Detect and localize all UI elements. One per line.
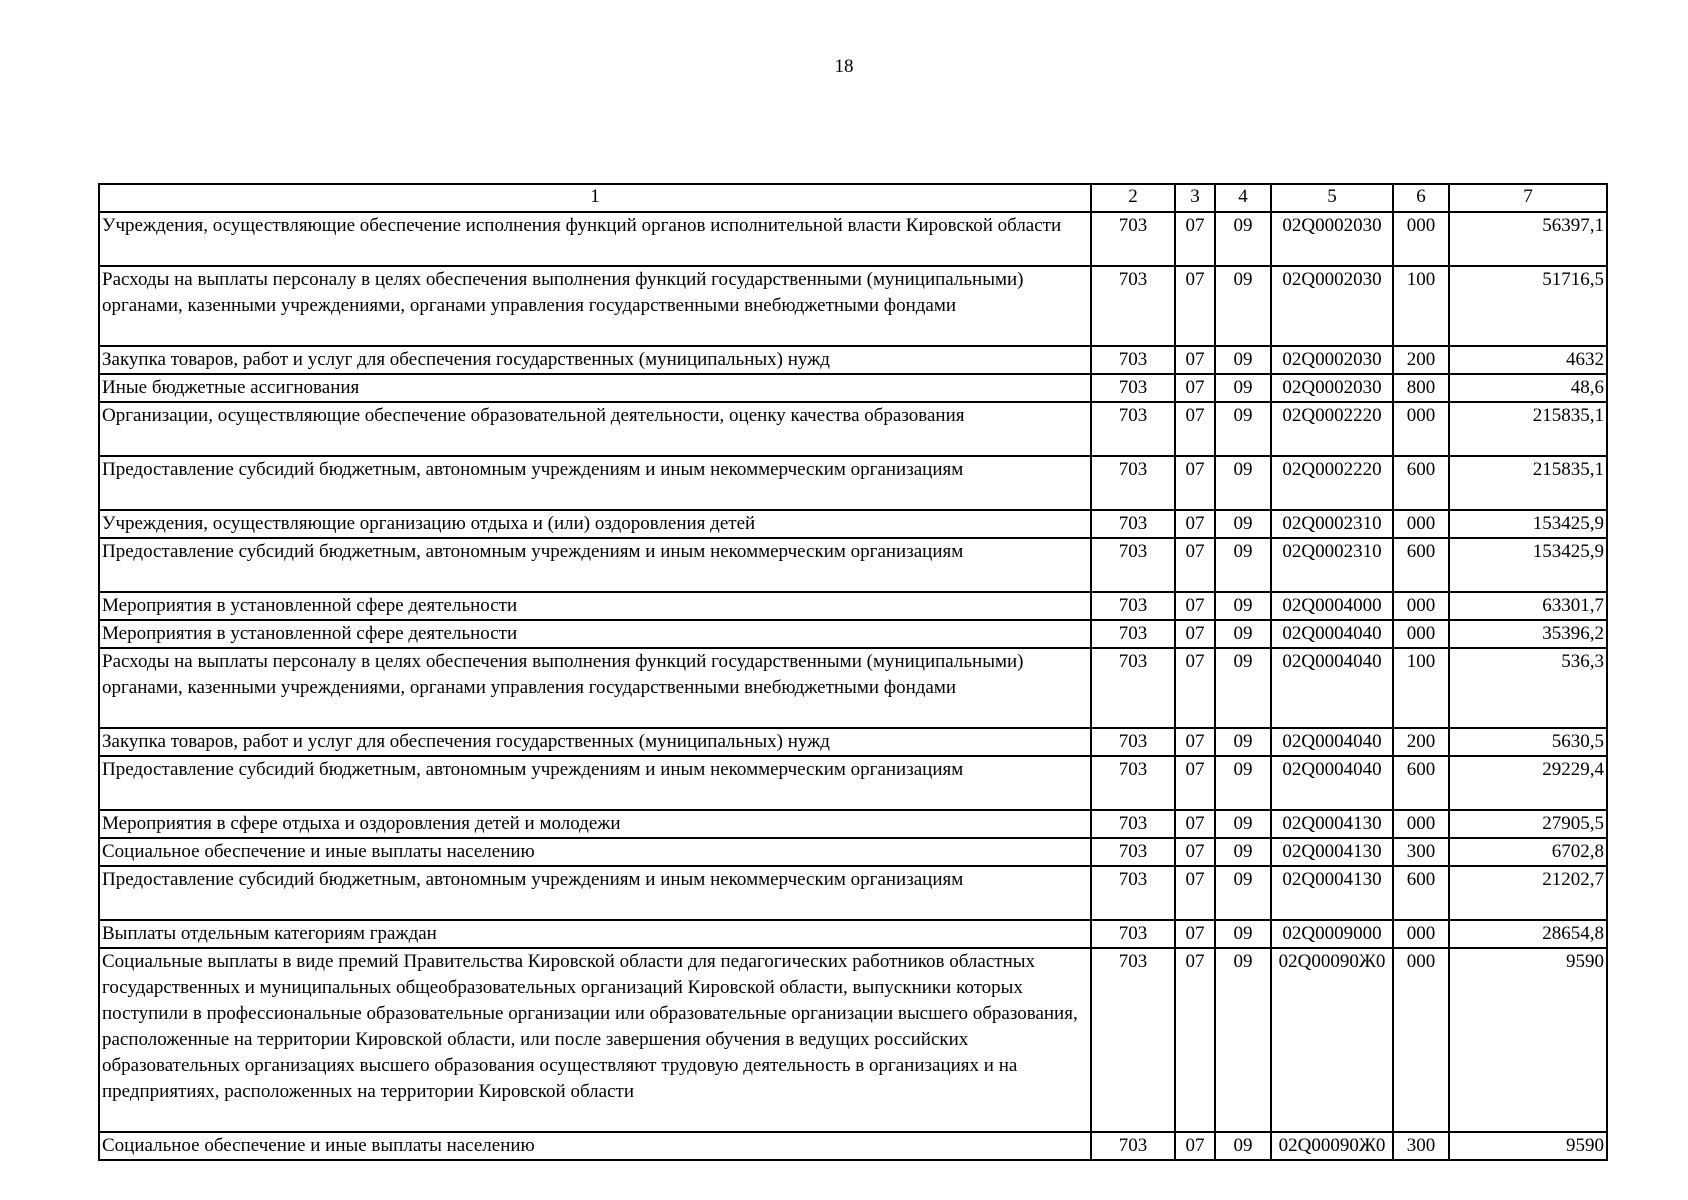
cell-subsection-code: 09: [1215, 838, 1271, 866]
cell-target-item-code: 02Q0002030: [1271, 346, 1393, 374]
cell-subsection-code: 09: [1215, 456, 1271, 510]
cell-amount: 28654,8: [1449, 920, 1607, 948]
cell-subsection-code: 09: [1215, 866, 1271, 920]
cell-subsection-code: 09: [1215, 592, 1271, 620]
cell-section-code: 07: [1175, 728, 1215, 756]
cell-expense-name: Закупка товаров, работ и услуг для обеспечения государственных (муниципальных) нужд: [99, 728, 1091, 756]
table-row: [99, 374, 1607, 402]
cell-expense-name: Предоставление субсидий бюджетным, автономным учреждениям и иным некоммерческим организациям: [99, 456, 1091, 510]
cell-ministry-code: 703: [1091, 920, 1175, 948]
table-row: [99, 592, 1607, 620]
cell-amount: 153425,9: [1449, 538, 1607, 592]
table-row: [99, 266, 1607, 346]
cell-target-item-code: 02Q0004040: [1271, 620, 1393, 648]
cell-ministry-code: 703: [1091, 510, 1175, 538]
cell-ministry-code: 703: [1091, 374, 1175, 402]
cell-section-code: 07: [1175, 538, 1215, 592]
table-row: [99, 920, 1607, 948]
cell-ministry-code: 703: [1091, 948, 1175, 1132]
cell-expense-type-code: 000: [1393, 510, 1449, 538]
cell-target-item-code: 02Q0002220: [1271, 456, 1393, 510]
cell-subsection-code: 09: [1215, 212, 1271, 266]
cell-expense-name: Мероприятия в установленной сфере деятельности: [99, 592, 1091, 620]
cell-expense-type-code: 200: [1393, 728, 1449, 756]
cell-amount: 536,3: [1449, 648, 1607, 728]
cell-section-code: 07: [1175, 920, 1215, 948]
table-row: [99, 1132, 1607, 1160]
cell-ministry-code: 703: [1091, 538, 1175, 592]
table-row: [99, 620, 1607, 648]
cell-target-item-code: 02Q0004000: [1271, 592, 1393, 620]
cell-amount: 21202,7: [1449, 866, 1607, 920]
cell-expense-type-code: 600: [1393, 866, 1449, 920]
cell-amount: 6702,8: [1449, 838, 1607, 866]
cell-subsection-code: 09: [1215, 756, 1271, 810]
cell-target-item-code: 02Q0002220: [1271, 402, 1393, 456]
cell-expense-type-code: 000: [1393, 920, 1449, 948]
cell-amount: 9590: [1449, 1132, 1607, 1160]
cell-target-item-code: 02Q0002030: [1271, 374, 1393, 402]
cell-subsection-code: 09: [1215, 620, 1271, 648]
cell-ministry-code: 703: [1091, 266, 1175, 346]
cell-expense-type-code: 600: [1393, 756, 1449, 810]
cell-expense-name: Предоставление субсидий бюджетным, автономным учреждениям и иным некоммерческим организациям: [99, 756, 1091, 810]
cell-section-code: 07: [1175, 948, 1215, 1132]
cell-ministry-code: 703: [1091, 620, 1175, 648]
cell-section-code: 07: [1175, 648, 1215, 728]
cell-target-item-code: 02Q0004040: [1271, 756, 1393, 810]
cell-ministry-code: 703: [1091, 346, 1175, 374]
cell-target-item-code: 02Q0004130: [1271, 838, 1393, 866]
cell-ministry-code: 703: [1091, 402, 1175, 456]
cell-section-code: 07: [1175, 346, 1215, 374]
cell-ministry-code: 703: [1091, 592, 1175, 620]
cell-expense-name: Мероприятия в установленной сфере деятельности: [99, 620, 1091, 648]
cell-section-code: 07: [1175, 456, 1215, 510]
cell-section-code: 07: [1175, 212, 1215, 266]
header-col-3: 3: [1175, 184, 1215, 212]
cell-expense-type-code: 000: [1393, 948, 1449, 1132]
cell-section-code: 07: [1175, 374, 1215, 402]
cell-subsection-code: 09: [1215, 510, 1271, 538]
cell-target-item-code: 02Q0002030: [1271, 212, 1393, 266]
cell-expense-name: Иные бюджетные ассигнования: [99, 374, 1091, 402]
cell-subsection-code: 09: [1215, 266, 1271, 346]
cell-ministry-code: 703: [1091, 810, 1175, 838]
cell-expense-type-code: 800: [1393, 374, 1449, 402]
cell-subsection-code: 09: [1215, 728, 1271, 756]
cell-target-item-code: 02Q0004130: [1271, 866, 1393, 920]
table-row: [99, 402, 1607, 456]
cell-expense-type-code: 600: [1393, 538, 1449, 592]
cell-amount: 35396,2: [1449, 620, 1607, 648]
cell-amount: 48,6: [1449, 374, 1607, 402]
cell-expense-type-code: 300: [1393, 838, 1449, 866]
table-row: [99, 810, 1607, 838]
header-col-2: 2: [1091, 184, 1175, 212]
cell-section-code: 07: [1175, 510, 1215, 538]
header-row: [99, 184, 1607, 212]
cell-expense-name: Предоставление субсидий бюджетным, автономным учреждениям и иным некоммерческим организациям: [99, 538, 1091, 592]
cell-section-code: 07: [1175, 620, 1215, 648]
budget-table: [98, 183, 1608, 1161]
cell-section-code: 07: [1175, 592, 1215, 620]
cell-expense-type-code: 000: [1393, 810, 1449, 838]
header-col-6: 6: [1393, 184, 1449, 212]
cell-amount: 51716,5: [1449, 266, 1607, 346]
cell-subsection-code: 09: [1215, 402, 1271, 456]
table-row: [99, 538, 1607, 592]
cell-expense-type-code: 000: [1393, 620, 1449, 648]
page-number: 18: [834, 56, 854, 77]
cell-target-item-code: 02Q0004040: [1271, 728, 1393, 756]
cell-amount: 9590: [1449, 948, 1607, 1132]
cell-expense-type-code: 100: [1393, 648, 1449, 728]
cell-subsection-code: 09: [1215, 346, 1271, 374]
cell-expense-name: Социальное обеспечение и иные выплаты населению: [99, 1132, 1091, 1160]
cell-subsection-code: 09: [1215, 810, 1271, 838]
cell-expense-type-code: 200: [1393, 346, 1449, 374]
table-row: [99, 510, 1607, 538]
cell-amount: 63301,7: [1449, 592, 1607, 620]
table-row: [99, 728, 1607, 756]
cell-expense-name: Социальные выплаты в виде премий Правительства Кировской области для педагогических работников областных государственных и муниципальных общеобразовательных организаций Кировской области, выпускники которых поступили в профессиональные образовательные организации или образовательные организации высшего образования, расположенные на территории Кировской области, или после завершения обучения в ведущих российских образовательных организациях высшего образования осуществляют трудовую деятельность в организациях и на предприятиях, расположенных на территории Кировской области: [99, 948, 1091, 1132]
header-col-1: 1: [99, 184, 1091, 212]
cell-expense-name: Расходы на выплаты персоналу в целях обеспечения выполнения функций государственными (муниципальными) органами, казенными учреждениями, органами управления государственными внебюджетными фондами: [99, 266, 1091, 346]
cell-expense-type-code: 300: [1393, 1132, 1449, 1160]
cell-subsection-code: 09: [1215, 648, 1271, 728]
cell-target-item-code: 02Q0002310: [1271, 510, 1393, 538]
cell-target-item-code: 02Q0009000: [1271, 920, 1393, 948]
cell-expense-type-code: 000: [1393, 402, 1449, 456]
cell-ministry-code: 703: [1091, 1132, 1175, 1160]
cell-amount: 29229,4: [1449, 756, 1607, 810]
cell-target-item-code: 02Q0002310: [1271, 538, 1393, 592]
cell-amount: 27905,5: [1449, 810, 1607, 838]
cell-expense-type-code: 000: [1393, 592, 1449, 620]
cell-amount: 56397,1: [1449, 212, 1607, 266]
cell-section-code: 07: [1175, 1132, 1215, 1160]
table-row: [99, 838, 1607, 866]
cell-section-code: 07: [1175, 810, 1215, 838]
cell-ministry-code: 703: [1091, 728, 1175, 756]
table-row: [99, 212, 1607, 266]
cell-expense-type-code: 600: [1393, 456, 1449, 510]
cell-target-item-code: 02Q00090Ж0: [1271, 948, 1393, 1132]
cell-ministry-code: 703: [1091, 456, 1175, 510]
cell-amount: 5630,5: [1449, 728, 1607, 756]
table-row: [99, 866, 1607, 920]
table-body: [99, 212, 1607, 1160]
cell-subsection-code: 09: [1215, 374, 1271, 402]
cell-expense-type-code: 100: [1393, 266, 1449, 346]
cell-section-code: 07: [1175, 402, 1215, 456]
table-row: [99, 948, 1607, 1132]
cell-subsection-code: 09: [1215, 948, 1271, 1132]
cell-ministry-code: 703: [1091, 756, 1175, 810]
cell-target-item-code: 02Q00090Ж0: [1271, 1132, 1393, 1160]
cell-expense-name: Мероприятия в сфере отдыха и оздоровления детей и молодежи: [99, 810, 1091, 838]
cell-target-item-code: 02Q0004040: [1271, 648, 1393, 728]
cell-expense-name: Социальное обеспечение и иные выплаты населению: [99, 838, 1091, 866]
cell-ministry-code: 703: [1091, 648, 1175, 728]
table-row: [99, 648, 1607, 728]
cell-expense-name: Организации, осуществляющие обеспечение образовательной деятельности, оценку качества образования: [99, 402, 1091, 456]
cell-ministry-code: 703: [1091, 212, 1175, 266]
cell-section-code: 07: [1175, 266, 1215, 346]
table-row: [99, 456, 1607, 510]
cell-amount: 215835,1: [1449, 402, 1607, 456]
cell-ministry-code: 703: [1091, 838, 1175, 866]
cell-expense-name: Предоставление субсидий бюджетным, автономным учреждениям и иным некоммерческим организациям: [99, 866, 1091, 920]
header-col-4: 4: [1215, 184, 1271, 212]
cell-amount: 4632: [1449, 346, 1607, 374]
cell-expense-name: Закупка товаров, работ и услуг для обеспечения государственных (муниципальных) нужд: [99, 346, 1091, 374]
table-row: [99, 346, 1607, 374]
cell-section-code: 07: [1175, 756, 1215, 810]
cell-subsection-code: 09: [1215, 920, 1271, 948]
header-col-5: 5: [1271, 184, 1393, 212]
cell-section-code: 07: [1175, 838, 1215, 866]
cell-target-item-code: 02Q0004130: [1271, 810, 1393, 838]
cell-expense-name: Учреждения, осуществляющие обеспечение исполнения функций органов исполнительной власти Кировской области: [99, 212, 1091, 266]
table-row: [99, 756, 1607, 810]
cell-target-item-code: 02Q0002030: [1271, 266, 1393, 346]
cell-expense-name: Учреждения, осуществляющие организацию отдыха и (или) оздоровления детей: [99, 510, 1091, 538]
cell-amount: 153425,9: [1449, 510, 1607, 538]
cell-amount: 215835,1: [1449, 456, 1607, 510]
cell-ministry-code: 703: [1091, 866, 1175, 920]
cell-subsection-code: 09: [1215, 1132, 1271, 1160]
cell-expense-name: Расходы на выплаты персоналу в целях обеспечения выполнения функций государственными (муниципальными) органами, казенными учреждениями, органами управления государственными внебюджетными фондами: [99, 648, 1091, 728]
cell-subsection-code: 09: [1215, 538, 1271, 592]
cell-expense-type-code: 000: [1393, 212, 1449, 266]
header-col-7: 7: [1449, 184, 1607, 212]
cell-expense-name: Выплаты отдельным категориям граждан: [99, 920, 1091, 948]
cell-section-code: 07: [1175, 866, 1215, 920]
